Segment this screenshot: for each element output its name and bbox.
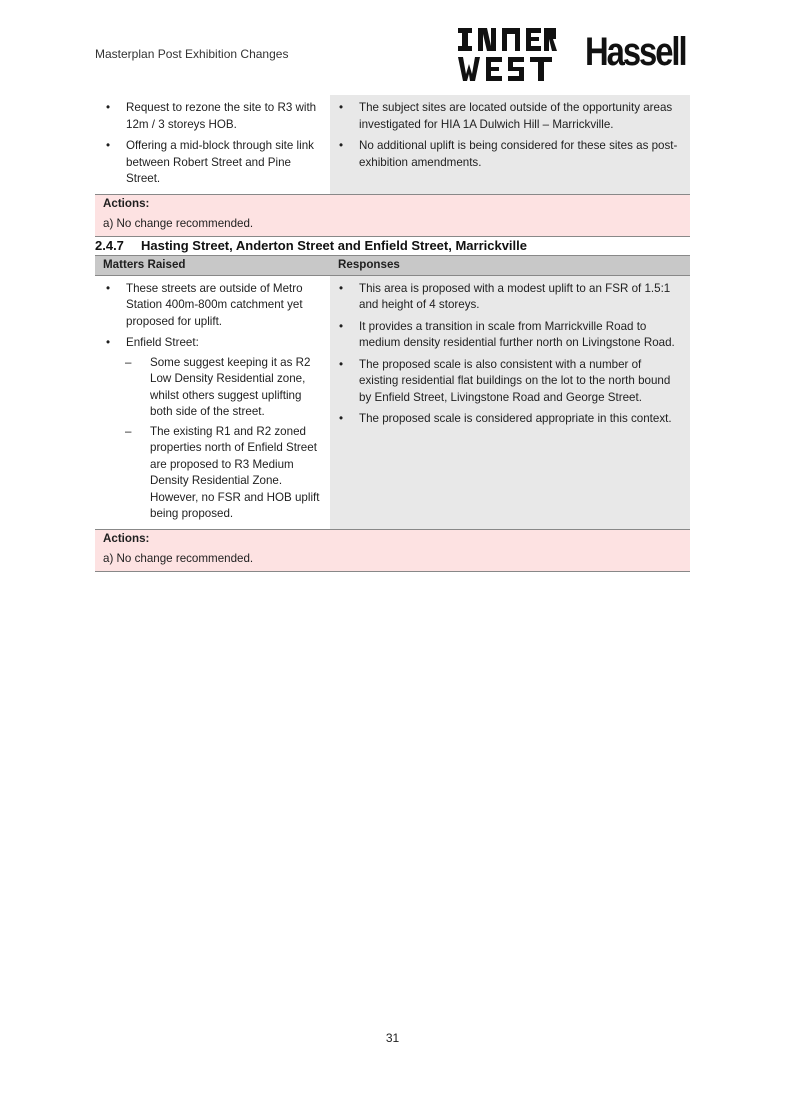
list-item: • The proposed scale is also consistent with a number of existing residential flat buildings on the lot to the north bound by Enfield Street, Livingstone Road and George Street.	[336, 357, 682, 407]
section-title: Hasting Street, Anderton Street and Enfield Street, Marrickville	[141, 238, 528, 253]
table-header-row	[95, 255, 690, 276]
header-responses: Responses	[338, 258, 400, 271]
actions-label: Actions:	[103, 531, 150, 545]
list-item: • Request to rezone the site to R3 with 12m / 3 storeys HOB.	[103, 100, 322, 133]
list-item: • The subject sites are located outside of the opportunity areas investigated for HIA 1A Dulwich Hill – Marrickville.	[336, 100, 682, 133]
sub-list-item: – Some suggest keeping it as R2 Low Density Residential zone, whilst others suggest uplifting both side of the street.	[103, 355, 322, 421]
matters-cell	[95, 95, 330, 194]
table-row	[95, 95, 690, 194]
actions-row	[95, 194, 690, 237]
sub-list-item: – The existing R1 and R2 zoned properties north of Enfield Street are proposed to R3 Medium Density Residential Zone. However, no FSR and HOB uplift being proposed.	[103, 424, 322, 523]
list-item: • This area is proposed with a modest uplift to an FSR of 1.5:1 and height of 4 storeys.	[336, 281, 682, 314]
list-item: • Enfield Street:	[103, 335, 322, 352]
responses-cell	[330, 95, 690, 194]
inner-west-logo	[456, 26, 558, 82]
page-header-title: Masterplan Post Exhibition Changes	[95, 47, 289, 61]
actions-row	[95, 529, 690, 572]
list-item: • It provides a transition in scale from Marrickville Road to medium density residential further north on Livingstone Road.	[336, 319, 682, 352]
responses-cell	[330, 276, 690, 529]
matters-cell	[95, 276, 330, 529]
list-item: • Offering a mid-block through site link between Robert Street and Pine Street.	[103, 138, 322, 188]
list-item: • These streets are outside of Metro Station 400m-800m catchment yet proposed for uplift.	[103, 281, 322, 331]
header-matters: Matters Raised	[103, 258, 186, 271]
table-continued	[95, 95, 690, 237]
hassell-logo: Hassell	[585, 30, 686, 74]
list-item: • No additional uplift is being considered for these sites as post-exhibition amendments.	[336, 138, 682, 171]
actions-label: Actions:	[103, 196, 150, 210]
actions-text: a) No change recommended.	[103, 552, 254, 565]
actions-text: a) No change recommended.	[103, 217, 254, 230]
matters-table	[95, 255, 690, 572]
section-heading	[95, 238, 527, 253]
list-item: • The proposed scale is considered appropriate in this context.	[336, 411, 682, 428]
page-number: 31	[385, 1031, 400, 1045]
table-row	[95, 276, 690, 529]
section-number: 2.4.7	[95, 238, 124, 253]
